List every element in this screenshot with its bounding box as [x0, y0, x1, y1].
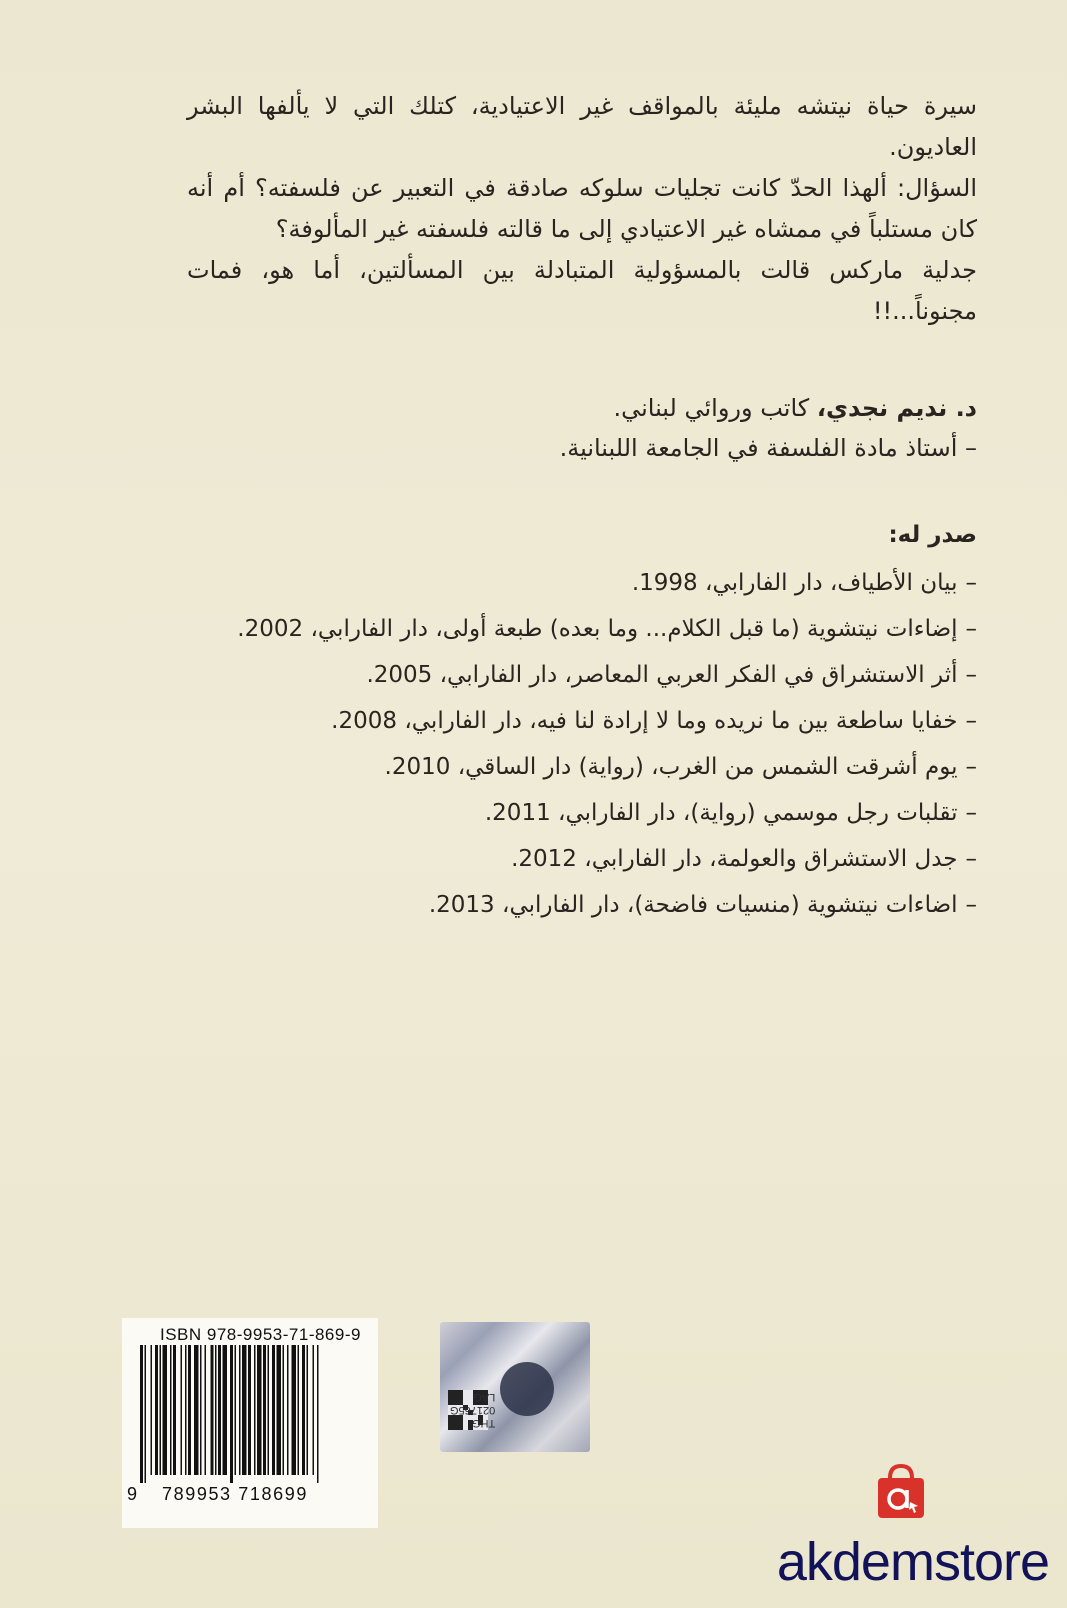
barcode-leading-digit: 9	[127, 1484, 138, 1504]
barcode-bar	[211, 1345, 214, 1475]
barcode-bar	[181, 1345, 183, 1475]
barcode-bar	[302, 1345, 305, 1475]
barcode-bar	[170, 1345, 172, 1475]
synopsis-paragraph-1: سيرة حياة نيتشه مليئة بالمواقف غير الاعتيادية، كتلك التي لا يألفها البشر العاديون.	[187, 92, 977, 161]
barcode-bar	[239, 1345, 241, 1475]
list-item: –جدل الاستشراق والعولمة، دار الفارابي، 2012.	[511, 846, 977, 872]
barcode-bar	[155, 1345, 158, 1475]
barcode-bar	[292, 1345, 297, 1475]
barcode-bar	[317, 1345, 319, 1483]
barcode-bar	[263, 1345, 266, 1475]
hologram-logo-icon	[500, 1362, 554, 1416]
synopsis-paragraph-3: جدلية ماركس قالت بالمسؤولية المتبادلة بين المسألتين، أما هو، فمات مجنوناً...!!	[187, 256, 977, 325]
author-name: د. نديم نجدي،	[816, 394, 977, 422]
list-item: –تقلبات رجل موسمي (رواية)، دار الفارابي، 2011.	[484, 800, 977, 826]
barcode-bar	[230, 1345, 233, 1483]
barcode-digits: 789953 718699	[162, 1484, 308, 1504]
isbn-label: ISBN 978-9953-71-869-9	[160, 1325, 361, 1344]
shopping-bag-icon	[872, 1462, 930, 1522]
barcode-bar	[283, 1345, 285, 1475]
barcode-bar	[307, 1345, 309, 1475]
barcode-bar	[257, 1345, 262, 1475]
list-item: –أثر الاستشراق في الفكر العربي المعاصر، دار الفارابي، 2005.	[366, 662, 977, 688]
barcode-bar	[151, 1345, 153, 1475]
list-item: –اضاءات نيتشوية (منسيات فاضحة)، دار الفارابي، 2013.	[428, 892, 977, 918]
published-works	[187, 518, 977, 928]
barcode-bar	[205, 1345, 207, 1475]
list-item: –خفايا ساطعة بين ما نريده وما لا إرادة لنا فيه، دار الفارابي، 2008.	[331, 708, 977, 734]
author-description: كاتب وروائي لبناني.	[613, 394, 817, 422]
barcode-bar	[163, 1345, 168, 1475]
barcode-bar	[145, 1345, 147, 1483]
barcode-bar	[215, 1345, 217, 1475]
barcode-bar	[223, 1345, 228, 1475]
barcode-bar	[140, 1345, 143, 1483]
barcode-icon	[140, 1345, 365, 1485]
barcode-bar	[173, 1345, 176, 1475]
barcode-bar	[268, 1345, 270, 1475]
barcode-bar	[194, 1345, 199, 1475]
list-item: –يوم أشرقت الشمس من الغرب، (رواية) دار الساقي، 2010.	[384, 754, 977, 780]
works-list	[187, 560, 977, 928]
works-heading: صدر له:	[888, 522, 977, 548]
barcode-bar	[185, 1345, 187, 1475]
barcode-bar	[242, 1345, 247, 1475]
list-item: –بيان الأطياف، دار الفارابي، 1998.	[631, 570, 977, 596]
barcode-bar	[313, 1345, 315, 1475]
barcode-bar	[218, 1345, 221, 1475]
author-bio	[187, 388, 977, 468]
barcode-bar	[272, 1345, 275, 1475]
author-position: – أستاذ مادة الفلسفة في الجامعة اللبنانية.	[559, 434, 977, 462]
hologram-sticker	[440, 1322, 590, 1452]
barcode-bar	[298, 1345, 300, 1475]
barcode-bar	[235, 1345, 237, 1475]
synopsis-paragraph-2: السؤال: ألهذا الحدّ كانت تجليات سلوكه صادقة في التعبير عن فلسفته؟ أم أنه كان مستلباً في ممشاه غير الاعتيادي إلى ما قالته فلسفته غير المألوفة؟	[187, 174, 977, 243]
barcode-bar	[277, 1345, 282, 1475]
list-item: –إضاءات نيتشوية (ما قبل الكلام... وما بعده) طبعة أولى، دار الفارابي، 2002.	[237, 616, 977, 642]
barcode-bar	[254, 1345, 256, 1475]
barcode-bar	[200, 1345, 202, 1475]
barcode-bar	[248, 1345, 251, 1475]
synopsis	[187, 86, 977, 332]
sticker-code: THG 021765G LAG	[450, 1391, 496, 1429]
author-line	[187, 388, 977, 428]
barcode-bar	[188, 1345, 191, 1475]
barcode-bar	[287, 1345, 289, 1475]
store-watermark: akdemstore	[776, 1532, 1049, 1592]
barcode-bar	[160, 1345, 162, 1475]
